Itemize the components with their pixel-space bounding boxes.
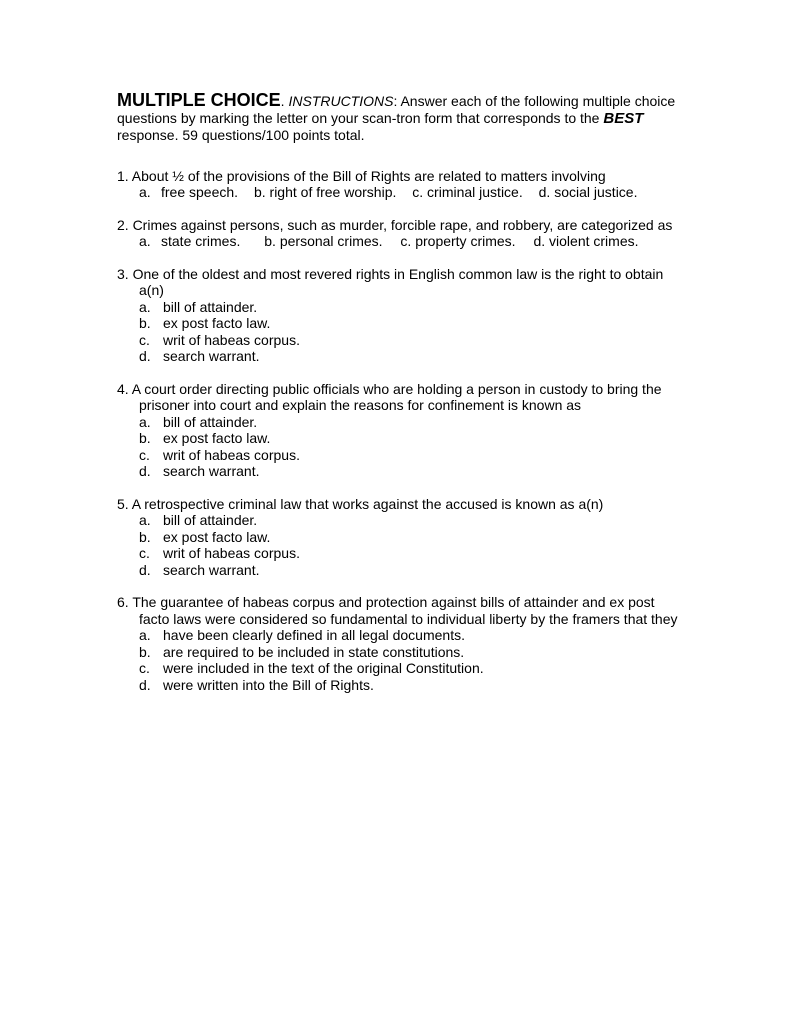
choice-list — [117, 627, 687, 693]
choice-d: d. search warrant. — [139, 348, 260, 364]
choice-a: a. bill of attainder. — [139, 512, 258, 528]
exam-page — [117, 92, 687, 709]
question-6 — [117, 594, 687, 693]
choice-c: c. writ of habeas corpus. — [139, 446, 300, 463]
choice-list — [117, 184, 687, 201]
choice-b: b. are required to be included in state constitutions. — [139, 643, 465, 660]
choice-a: a. free speech. — [139, 184, 239, 200]
question-stem: 3. One of the oldest and most revered rights in English common law is the right to obtain a(n) — [117, 265, 664, 298]
choice-a: a. bill of attainder. — [139, 413, 258, 430]
choice-d: d. search warrant. — [139, 463, 260, 479]
choice-b: b. personal crimes. — [264, 233, 383, 249]
choice-d: d. were written into the Bill of Rights. — [139, 676, 374, 693]
instructions-text: : Answer each of the following multiple choice questions by marking the letter on your scan-tron form that corresponds to the — [117, 93, 676, 126]
question-stem: 5. A retrospective criminal law that works against the accused is known as a(n) — [117, 495, 604, 512]
instructions-label: INSTRUCTIONS — [288, 93, 394, 109]
choice-c: c. writ of habeas corpus. — [139, 545, 300, 561]
choice-b: b. ex post facto law. — [139, 315, 271, 331]
question-stem: 2. Crimes against persons, such as murder, forcible rape, and robbery, are categorized as — [117, 216, 673, 233]
choice-b: b. ex post facto law. — [139, 430, 271, 446]
choice-d: d. social justice. — [538, 184, 638, 200]
question-4 — [117, 381, 687, 480]
question-stem: 4. A court order directing public officials who are holding a person in custody to bring the prisoner into court and explain the reasons for confinement is known as — [117, 380, 662, 413]
choice-a: a. have been clearly defined in all legal documents. — [139, 627, 465, 643]
question-stem: 1. About ½ of the provisions of the Bill of Rights are related to matters involving — [117, 167, 606, 184]
choice-c: c. criminal justice. — [412, 184, 523, 200]
choice-b: b. right of free worship. — [253, 184, 397, 200]
question-1 — [117, 168, 687, 201]
choice-c: c. property crimes. — [400, 233, 516, 249]
choice-d: d. search warrant. — [139, 561, 260, 578]
choice-a: a. state crimes. — [139, 233, 241, 249]
choice-list — [117, 512, 687, 578]
choice-c: c. were included in the text of the original Constitution. — [139, 660, 484, 676]
question-5 — [117, 496, 687, 579]
question-2 — [117, 217, 687, 250]
choice-d: d. violent crimes. — [533, 233, 639, 249]
instructions-text-end: response. 59 questions/100 points total. — [117, 127, 365, 143]
title-punctuation: . — [280, 93, 289, 109]
choice-c: c. writ of habeas corpus. — [139, 331, 300, 348]
choice-a: a. bill of attainder. — [139, 298, 258, 315]
question-stem: 6. The guarantee of habeas corpus and protection against bills of attainder and ex post facto laws were considered so fundamental to individual liberty by the framers that they — [117, 594, 678, 627]
instructions-block — [117, 92, 687, 144]
choice-list — [117, 414, 687, 480]
section-title: MULTIPLE CHOICE — [117, 90, 281, 110]
choice-b: b. ex post facto law. — [139, 528, 271, 545]
choice-list — [117, 299, 687, 365]
question-3 — [117, 266, 687, 365]
choice-list — [117, 233, 687, 250]
best-emphasis: BEST — [603, 109, 644, 127]
